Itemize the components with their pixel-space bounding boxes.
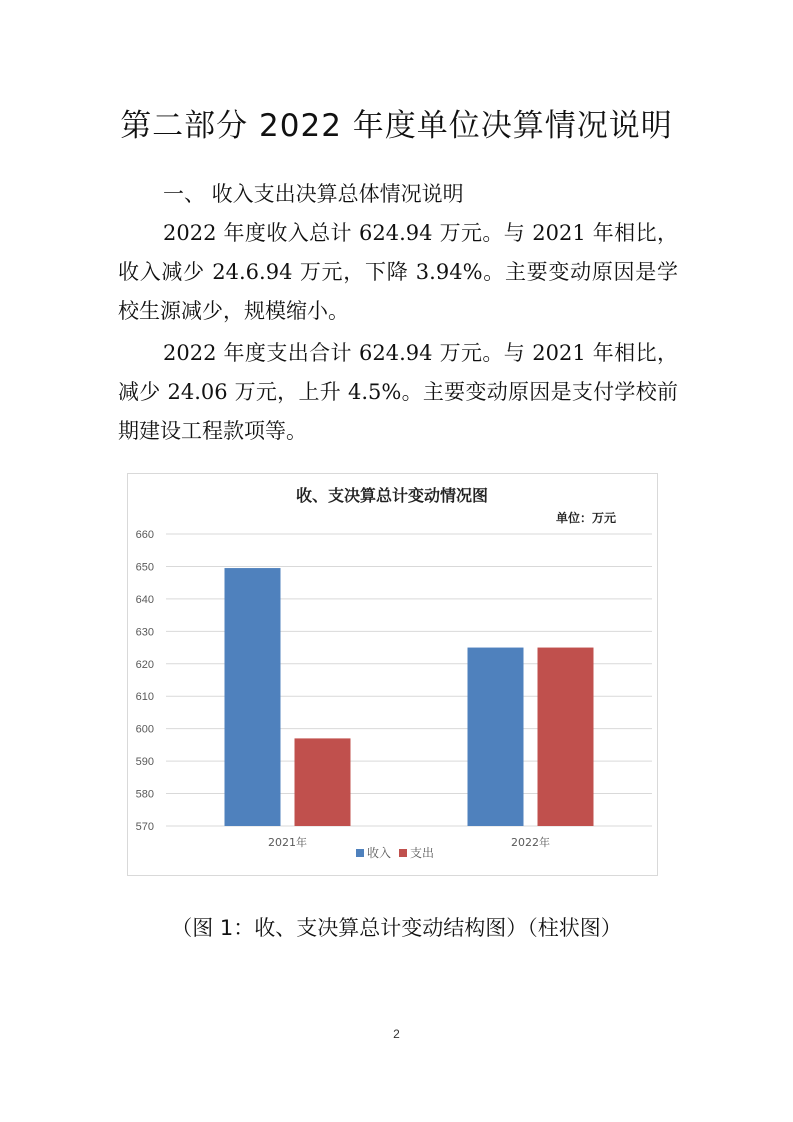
y-tick-label: 610 bbox=[135, 691, 154, 704]
y-tick-label: 660 bbox=[135, 529, 154, 541]
chart-svg bbox=[128, 474, 657, 875]
legend-label: 收入 bbox=[367, 846, 392, 860]
page-number: 2 bbox=[393, 1027, 400, 1041]
y-tick-label: 570 bbox=[135, 821, 154, 833]
legend-swatch bbox=[356, 849, 364, 857]
x-tick-label: 2021年 bbox=[268, 836, 307, 849]
y-tick-label: 630 bbox=[135, 626, 154, 639]
expense-paragraph: 2022 年度支出合计 624.94 万元。与 2021 年相比，减少 24.06 万元，上升 4.5%。主要变动原因是支付学校前期建设工程款项等。 bbox=[118, 341, 678, 443]
income-paragraph: 2022 年度收入总计 624.94 万元。与 2021 年相比，收入减少 24.6.94 万元，下降 3.94%。主要变动原因是学校生源减少，规模缩小。 bbox=[118, 221, 678, 323]
legend-label: 支出 bbox=[410, 846, 435, 860]
y-tick-label: 600 bbox=[135, 723, 154, 736]
legend-swatch bbox=[399, 849, 407, 857]
y-tick-label: 650 bbox=[135, 561, 154, 574]
chart-unit-label: 单位：万元 bbox=[555, 511, 617, 525]
x-tick-label: 2022年 bbox=[511, 836, 550, 849]
y-tick-label: 620 bbox=[135, 658, 154, 671]
bar-收入-2022年 bbox=[468, 648, 524, 826]
figure-caption: （图 1：收、支决算总计变动结构图）（柱状图） bbox=[171, 916, 622, 940]
y-tick-label: 590 bbox=[135, 756, 154, 769]
y-tick-label: 640 bbox=[135, 593, 154, 606]
chart-title: 收、支决算总计变动情况图 bbox=[295, 486, 489, 505]
bar-收入-2021年 bbox=[225, 568, 281, 826]
bar-chart bbox=[127, 473, 658, 876]
bar-支出-2021年 bbox=[295, 738, 351, 826]
y-tick-label: 580 bbox=[135, 788, 154, 801]
page-title: 第二部分 2022 年度单位决算情况说明 bbox=[120, 108, 673, 144]
section-heading: 一、 收入支出决算总体情况说明 bbox=[163, 182, 464, 206]
bar-支出-2022年 bbox=[538, 648, 594, 826]
